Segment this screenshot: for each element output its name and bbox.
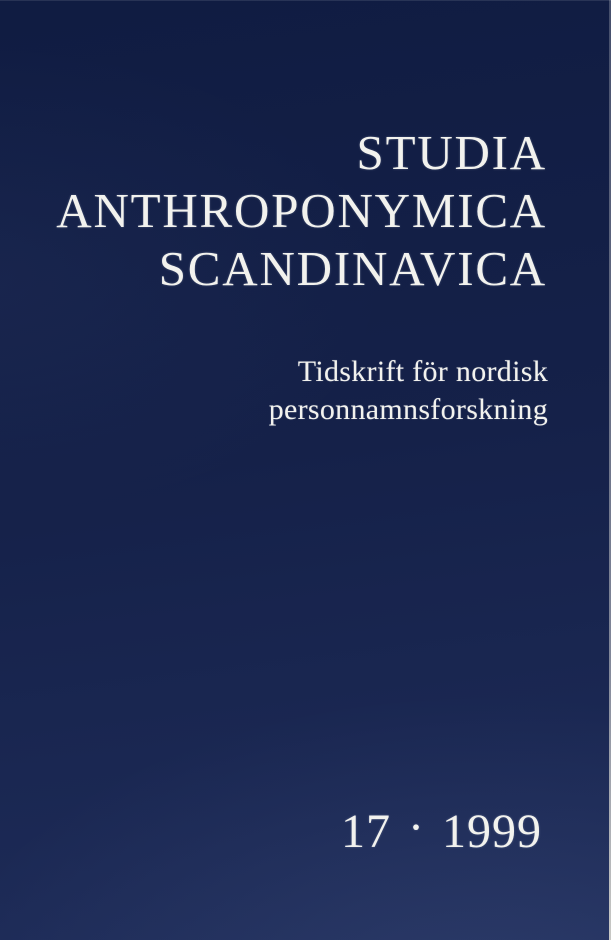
title-line-1: STUDIA [356,125,547,180]
title-line-2: ANTHROPONYMICA [56,183,547,238]
scan-edge-top [0,0,611,1]
separator-dot: · [408,801,425,854]
subtitle-line-1: Tidskrift för nordisk [297,355,548,388]
title-line-3: SCANDINAVICA [158,241,547,296]
year: 1999 [442,805,542,858]
subtitle-line-2: personnamnsforskning [268,393,548,426]
journal-subtitle [269,353,548,429]
issue-line [341,801,542,858]
journal-title [56,124,547,298]
volume-number: 17 [341,805,392,858]
